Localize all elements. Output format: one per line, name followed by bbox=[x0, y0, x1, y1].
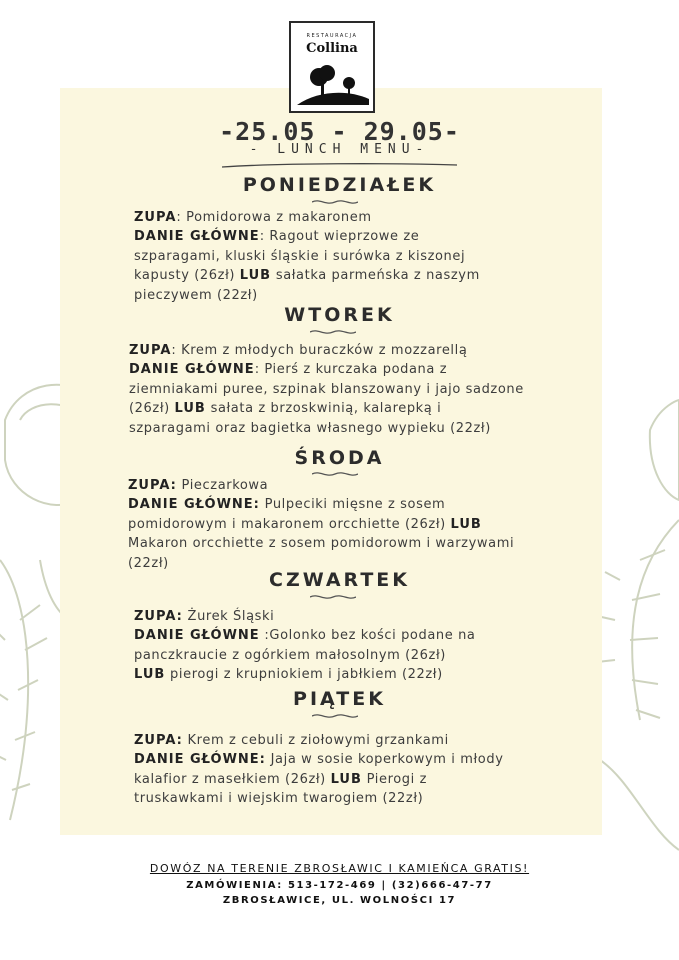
squiggle-ornament bbox=[310, 328, 356, 336]
squiggle-ornament bbox=[310, 593, 356, 601]
day-heading-monday: PONIEDZIAŁEK bbox=[242, 174, 437, 196]
date-range: -25.05 - 29.05- bbox=[219, 117, 460, 146]
logo-subtitle: RESTAURACJA bbox=[306, 33, 358, 39]
address: ZBROSŁAWICE, UL. WOLNOŚCI 17 bbox=[222, 895, 457, 906]
menu-subtitle: - LUNCH MENU- bbox=[249, 142, 430, 157]
squiggle-ornament bbox=[312, 198, 358, 206]
trees-on-hill-icon bbox=[297, 61, 369, 105]
menu-entry-wednesday: ZUPA: Pieczarkowa DANIE GŁÓWNE: Pulpeciki mięsne z sosem pomidorowym i makaronem orcchiette (26zł) LUB Makaron orcchiette z sosem pomidorowm i warzywami (22zł) bbox=[128, 478, 515, 571]
subtitle-underline-ornament bbox=[222, 159, 457, 171]
menu-entry-friday: ZUPA: Krem z cebuli z ziołowymi grzankami DANIE GŁÓWNE: Jaja w sosie koperkowym i młody kalafior z masełkiem (26zł) LUB Pierogi z truskawkami i wiejskim twarogiem (22zł) bbox=[134, 733, 504, 807]
logo-name: Collina bbox=[306, 41, 358, 56]
day-heading-tuesday: WTOREK bbox=[284, 304, 395, 326]
menu-entry-thursday: ZUPA: Żurek Śląski DANIE GŁÓWNE :Golonko bez kości podane na panczkraucie z ogórkiem małosolnym (26zł) LUB pierogi z krupniokiem i jabłkiem (22zł) bbox=[134, 609, 476, 683]
day-heading-wednesday: ŚRODA bbox=[294, 447, 385, 469]
menu-entry-monday: ZUPA: Pomidorowa z makaronem DANIE GŁÓWNE: Ragout wieprzowe ze szparagami, kluski śląskie i surówka z kiszonej kapusty (26zł) LUB sałatka parmeńska z naszym pieczywem (22zł) bbox=[134, 210, 480, 303]
squiggle-ornament bbox=[312, 712, 358, 720]
order-phone: ZAMÓWIENIA: 513-172-469 | (32)666-47-77 bbox=[186, 880, 493, 891]
restaurant-logo bbox=[289, 21, 375, 113]
delivery-note: DOWÓZ NA TERENIE ZBROSŁAWIC I KAMIEŃCA GRATIS! bbox=[149, 862, 530, 875]
menu-entry-tuesday: ZUPA: Krem z młodych buraczków z mozzarellą DANIE GŁÓWNE: Pierś z kurczaka podana z ziemniakami puree, szpinak blanszowany i jajo sadzone (26zł) LUB sałata z brzoskwinią, kalarepką i szparagami oraz bagietka własnego wypieku (22zł) bbox=[129, 343, 524, 436]
day-heading-thursday: CZWARTEK bbox=[269, 569, 410, 591]
day-heading-friday: PIĄTEK bbox=[293, 688, 386, 710]
